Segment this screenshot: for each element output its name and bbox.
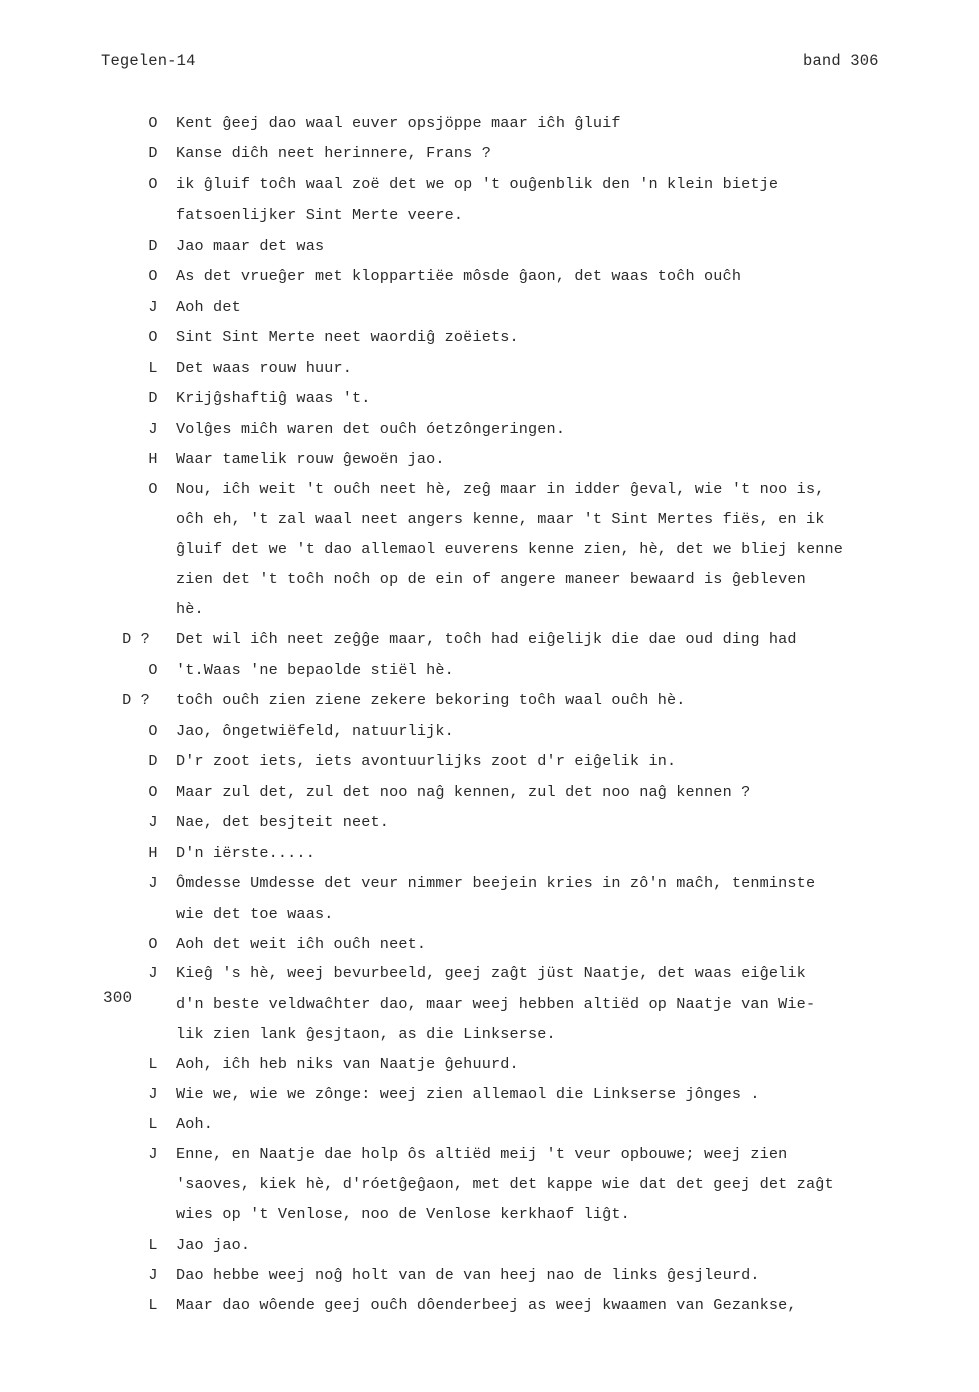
speaker-label: L [148,1296,158,1314]
speaker-label: D [148,144,158,162]
transcript-line [0,657,979,683]
utterance-text: Aoh det weit iĉh ouĉh neet. [176,935,427,953]
speaker-label: J [148,964,158,982]
transcript-line [0,476,979,502]
transcript-line [0,1171,979,1197]
transcript-line [0,1232,979,1258]
speaker-label: L [148,359,158,377]
utterance-text: D'r zoot iets, iets avontuurlijks zoot d'r eiĝelik in. [176,752,677,770]
speaker-label: D [148,389,158,407]
transcript-line [0,110,979,136]
speaker-label: J [148,1266,158,1284]
transcript-line [0,566,979,592]
utterance-text: Enne, en Naatje dae holp ôs altiëd meij 't veur opbouwe; weej zien [176,1145,788,1163]
utterance-text: D'n iërste..... [176,844,315,862]
transcript-line [0,748,979,774]
utterance-text: Ômdesse Umdesse det veur nimmer beejein kries in zô'n maĉh, tenminste [176,874,816,892]
speaker-label: J [148,1145,158,1163]
utterance-text: Jao, ôngetwiëfeld, natuurlijk. [176,722,454,740]
transcript-line [0,960,979,986]
transcript-line [0,385,979,411]
speaker-label: L [148,1055,158,1073]
speaker-label: O [148,722,158,740]
speaker-label: H [148,844,158,862]
speaker-label: O [148,661,158,679]
utterance-text: Waar tamelik rouw ĝewoën jao. [176,450,445,468]
speaker-label: O [148,114,158,132]
utterance-text: Aoh det [176,298,241,316]
transcript-line [0,263,979,289]
utterance-text: Aoh, iĉh heb niks van Naatje ĝehuurd. [176,1055,519,1073]
utterance-text: Kanse diĉh neet herinnere, Frans ? [176,144,491,162]
utterance-text: Maar dao wôende geej ouĉh dôenderbeej as weej kwaamen van Gezankse, [176,1296,797,1314]
transcript-line [0,1201,979,1227]
transcript-line [0,1111,979,1137]
transcript-line [0,446,979,472]
utterance-text: zien det 't toĉh noĉh op de ein of angere maneer bewaard is ĝebleven [176,570,806,588]
speaker-label: O [148,935,158,953]
utterance-text: toĉh ouĉh zien ziene zekere bekoring toĉh waal ouĉh hè. [176,691,686,709]
transcript-line [0,779,979,805]
transcript-line [0,202,979,228]
utterance-text: fatsoenlijker Sint Merte veere. [176,206,464,224]
transcript-line [0,233,979,259]
margin-counter: 300 [103,989,133,1007]
transcript-line [0,870,979,896]
utterance-text: 'saoves, kiek hè, d'róetĝeĝaon, met det kappe wie dat det geej det zaĝt [176,1175,834,1193]
utterance-text: hè. [176,600,204,618]
utterance-text: Krijĝshaftiĝ waas 't. [176,389,371,407]
transcript-line [0,931,979,957]
transcript-line [0,294,979,320]
speaker-label: L [148,1236,158,1254]
utterance-text: As det vrueĝer met kloppartiëe môsde ĝaon, det waas toĉh ouĉh [176,267,742,285]
speaker-label: D [148,752,158,770]
transcript-line [0,355,979,381]
transcript-line [0,536,979,562]
utterance-text: ĝluif det we 't dao allemaol euverens kenne zien, hè, det we bliej kenne [176,540,844,558]
transcript-line [0,416,979,442]
utterance-text: Kent ĝeej dao waal euver opsjöppe maar iĉh ĝluif [176,114,621,132]
utterance-text: Volĝes miĉh waren det ouĉh óetzôngeringen. [176,420,566,438]
utterance-text: Kieĝ 's hè, weej bevurbeeld, geej zaĝt jüst Naatje, det waas eiĝelik [176,964,806,982]
transcript-line [0,687,979,713]
speaker-label: D ? [122,691,150,709]
transcript-line [0,1051,979,1077]
speaker-label: D ? [122,630,150,648]
transcript-line [0,1292,979,1318]
header-location: Tegelen-14 [101,52,196,70]
transcript-line [0,991,979,1017]
transcript-line [0,1141,979,1167]
transcript-line [0,626,979,652]
speaker-label: L [148,1115,158,1133]
transcript-line [0,506,979,532]
transcript-line [0,809,979,835]
transcript-line [0,1262,979,1288]
transcript-line [0,840,979,866]
speaker-label: O [148,783,158,801]
utterance-text: d'n beste veldwaĉhter dao, maar weej hebben altiëd op Naatje van Wie- [176,995,816,1013]
speaker-label: D [148,237,158,255]
utterance-text: Nou, iĉh weit 't ouĉh neet hè, zeĝ maar in idder ĝeval, wie 't noo is, [176,480,825,498]
speaker-label: J [148,298,158,316]
transcript-line [0,1081,979,1107]
transcript-line [0,324,979,350]
speaker-label: H [148,450,158,468]
utterance-text: wies op 't Venlose, noo de Venlose kerkhaof liĝt. [176,1205,630,1223]
utterance-text: Det waas rouw huur. [176,359,353,377]
speaker-label: O [148,175,158,193]
transcript-line [0,596,979,622]
transcript-line [0,171,979,197]
speaker-label: J [148,420,158,438]
transcript-line [0,901,979,927]
speaker-label: O [148,328,158,346]
speaker-label: J [148,874,158,892]
utterance-text: lik zien lank ĝesjtaon, as die Linkserse. [176,1025,556,1043]
speaker-label: J [148,1085,158,1103]
speaker-label: J [148,813,158,831]
utterance-text: Nae, det besjteit neet. [176,813,390,831]
utterance-text: Sint Sint Merte neet waordiĝ zoëiets. [176,328,519,346]
utterance-text: Jao jao. [176,1236,251,1254]
utterance-text: ik ĝluif toĉh waal zoë det we op 't ouĝenblik den 'n klein bietje [176,175,779,193]
speaker-label: O [148,267,158,285]
transcript-line [0,140,979,166]
utterance-text: Dao hebbe weej noĝ holt van de van heej nao de links ĝesjleurd. [176,1266,760,1284]
utterance-text: Jao maar det was [176,237,325,255]
utterance-text: oĉh eh, 't zal waal neet angers kenne, maar 't Sint Mertes fiës, en ik [176,510,825,528]
header-band: band 306 [803,52,879,70]
utterance-text: Maar zul det, zul det noo naĝ kennen, zul det noo naĝ kennen ? [176,783,751,801]
utterance-text: wie det toe waas. [176,905,334,923]
transcript-line [0,1021,979,1047]
utterance-text: 't.Waas 'ne bepaolde stiël hè. [176,661,454,679]
utterance-text: Det wil iĉh neet zeĝĝe maar, toĉh had eiĝelijk die dae oud ding had [176,630,797,648]
utterance-text: Wie we, wie we zônge: weej zien allemaol die Linkserse jônges . [176,1085,760,1103]
utterance-text: Aoh. [176,1115,214,1133]
transcript-line [0,718,979,744]
speaker-label: O [148,480,158,498]
